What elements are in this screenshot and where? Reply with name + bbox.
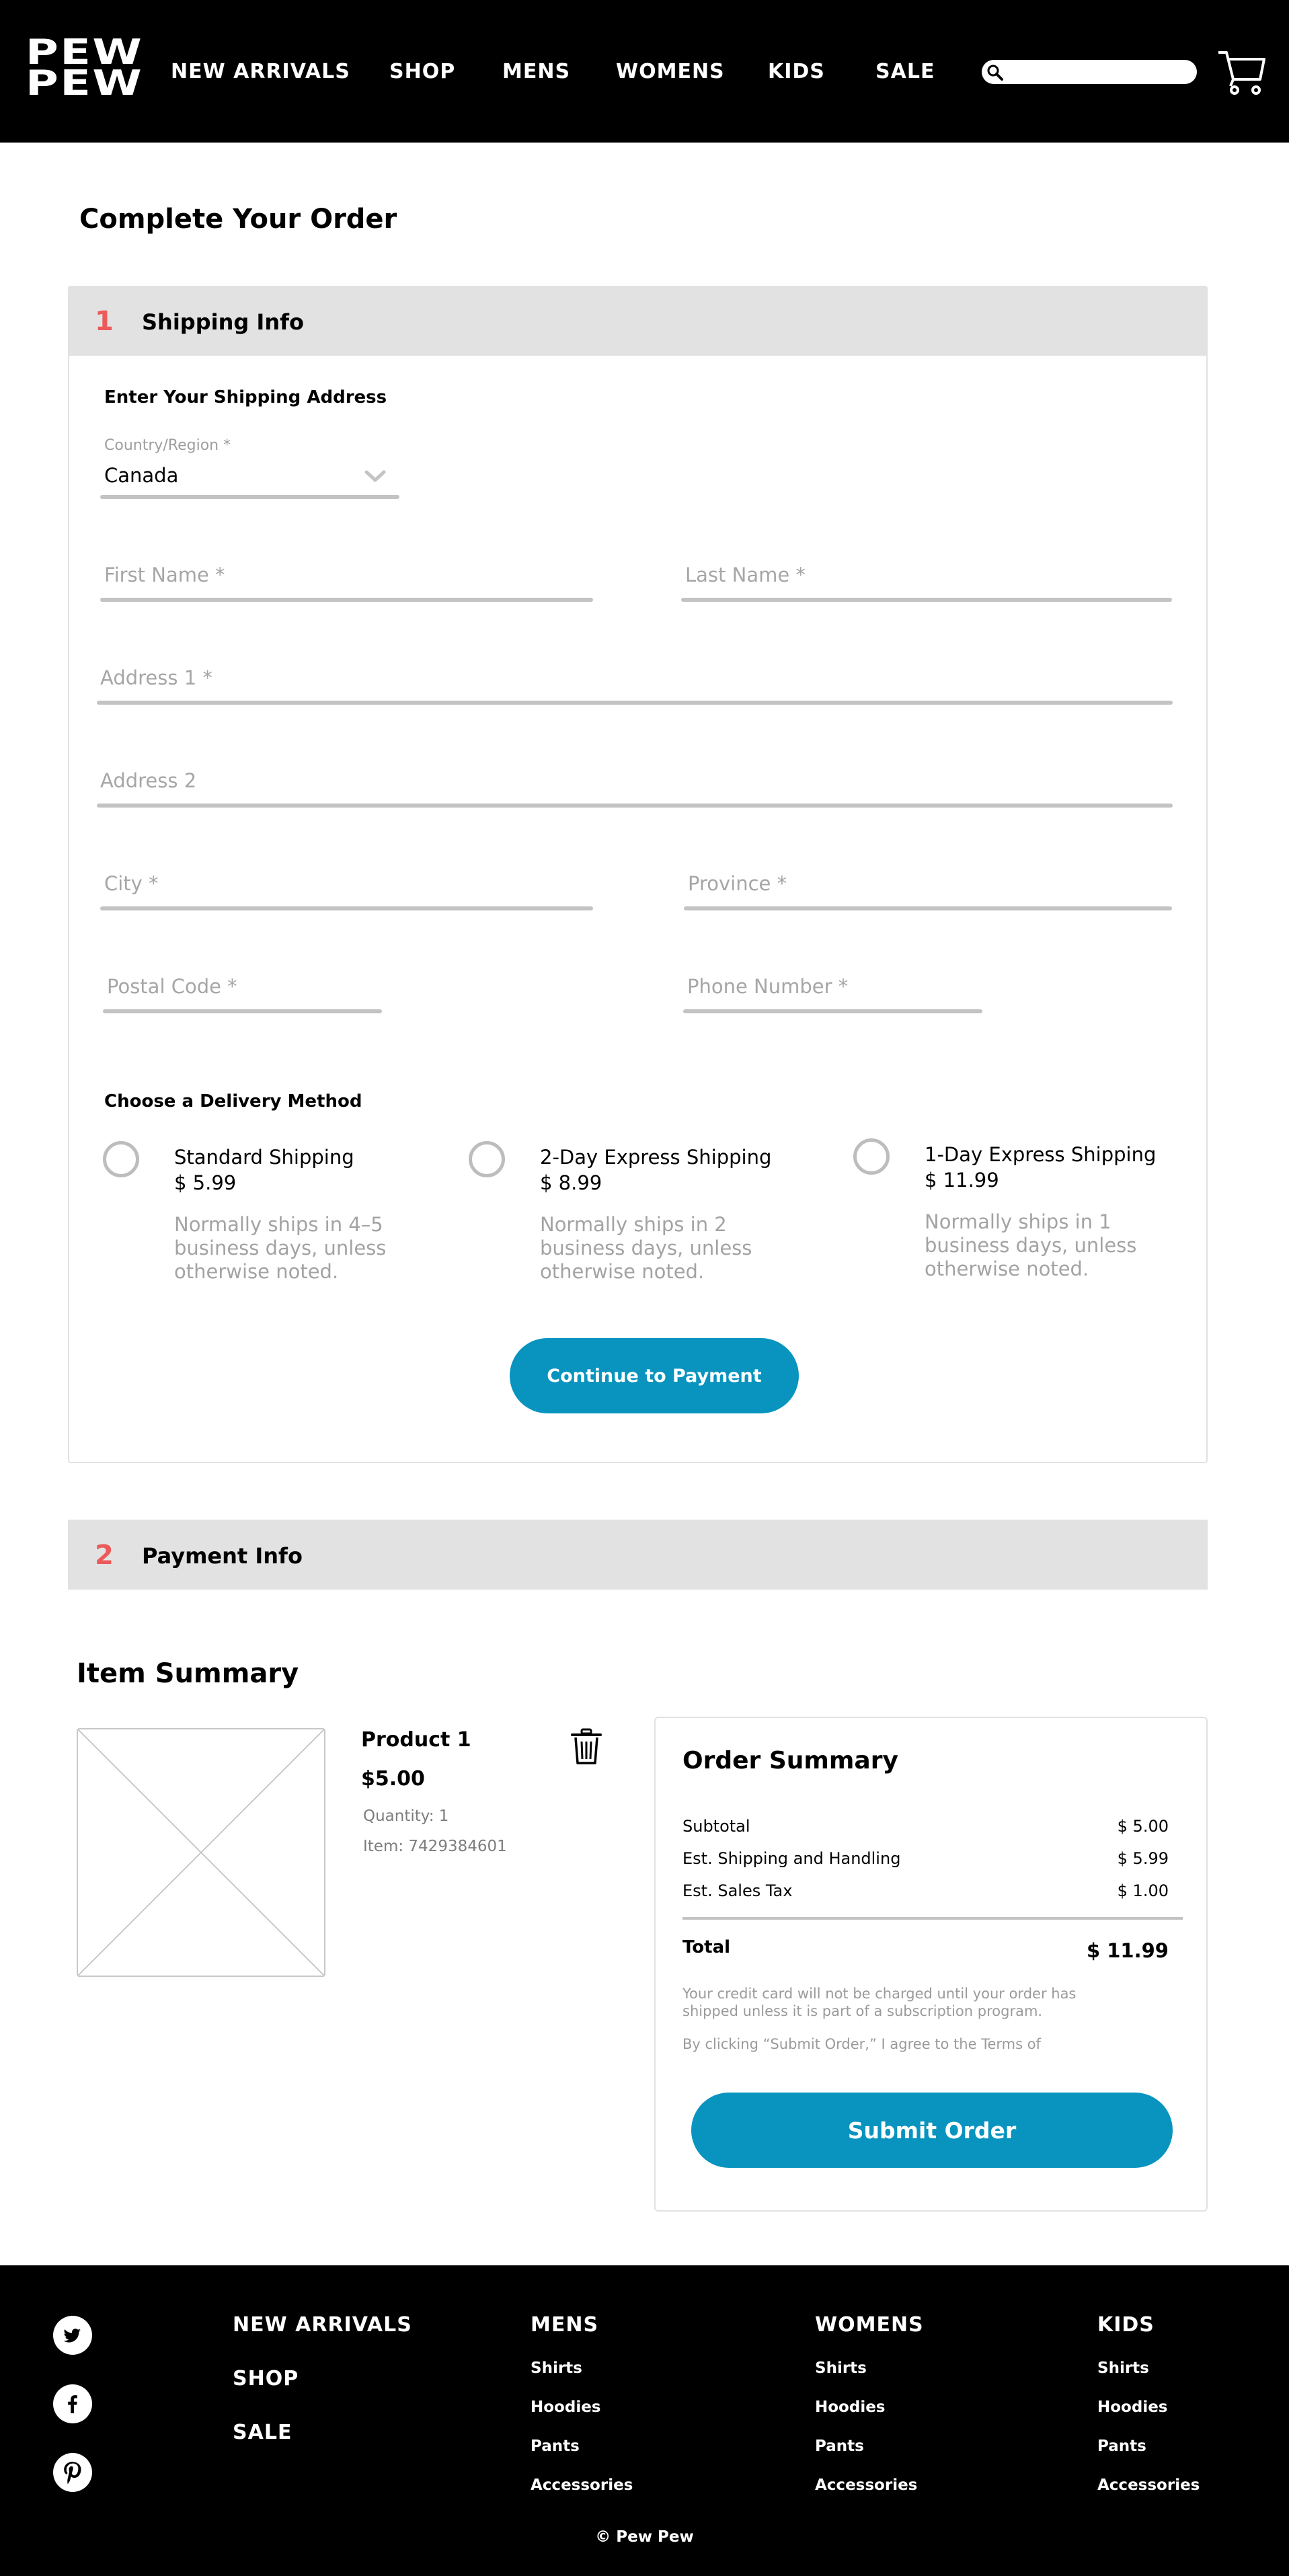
phone-number-field[interactable] xyxy=(687,973,976,1000)
sales-tax-value: $ 1.00 xyxy=(1117,1881,1169,1900)
subtotal-label: Subtotal xyxy=(682,1817,750,1836)
footer-link-womens-hoodies[interactable]: Hoodies xyxy=(815,2398,886,2416)
last-name-field[interactable] xyxy=(685,561,1169,588)
image-placeholder-icon xyxy=(78,1729,324,1976)
logo-line-1: PEW xyxy=(26,32,144,73)
terms-agreement-note: By clicking “Submit Order,” I agree to the Terms of xyxy=(682,2036,1041,2052)
delivery-method-heading: Choose a Delivery Method xyxy=(104,1091,362,1111)
standard-shipping-price: $ 5.99 xyxy=(174,1171,237,1194)
radio-1-day-shipping[interactable] xyxy=(853,1138,890,1175)
payment-info-panel xyxy=(68,1520,1208,1590)
1-day-shipping-description: Normally ships in 1 business days, unless otherwise noted. xyxy=(925,1210,1137,1280)
standard-shipping-name: Standard Shipping xyxy=(174,1146,354,1169)
logo-line-2: PEW xyxy=(26,63,144,104)
city-underline xyxy=(100,906,593,910)
footer-heading-mens[interactable]: MENS xyxy=(531,2313,599,2337)
footer-link-womens-shirts[interactable]: Shirts xyxy=(815,2359,867,2377)
country-underline xyxy=(100,495,399,499)
total-value: $ 11.99 xyxy=(1086,1939,1169,1962)
chevron-down-icon xyxy=(364,469,387,483)
address-2-underline xyxy=(97,804,1173,808)
footer-link-sale[interactable]: SALE xyxy=(233,2421,292,2444)
product-name: Product 1 xyxy=(361,1728,471,1752)
address-1-underline xyxy=(97,701,1173,705)
province-underline xyxy=(684,906,1172,910)
country-value: Canada xyxy=(104,464,179,487)
phone-number-underline xyxy=(683,1009,982,1013)
twitter-link[interactable] xyxy=(53,2316,92,2355)
city-field[interactable] xyxy=(104,870,561,897)
country-label: Country/Region * xyxy=(104,437,231,454)
product-item-number: Item: 7429384601 xyxy=(363,1838,507,1855)
shipping-info-header[interactable] xyxy=(69,287,1206,356)
footer-link-shop[interactable]: SHOP xyxy=(233,2367,299,2390)
shopping-cart-icon xyxy=(1217,48,1267,95)
total-label: Total xyxy=(682,1937,731,1957)
credit-card-note: Your credit card will not be charged until your order has shipped unless it is part of a subscription program. xyxy=(682,1986,1077,2019)
address-2-field[interactable] xyxy=(100,767,1169,794)
postal-code-underline xyxy=(103,1009,382,1013)
shipping-handling-label: Est. Shipping and Handling xyxy=(682,1849,901,1868)
product-image-placeholder xyxy=(77,1728,325,1977)
search-icon xyxy=(986,63,1005,82)
continue-to-payment-button[interactable]: Continue to Payment xyxy=(510,1338,799,1413)
nav-kids[interactable]: KIDS xyxy=(768,60,825,83)
pinterest-icon xyxy=(53,2453,92,2492)
footer-link-womens-pants[interactable]: Pants xyxy=(815,2437,864,2455)
product-price: $5.00 xyxy=(361,1767,425,1791)
copyright-text: © Pew Pew xyxy=(595,2528,694,2546)
nav-shop[interactable]: SHOP xyxy=(389,60,456,83)
payment-info-title: Payment Info xyxy=(142,1543,303,1569)
shipping-info-title: Shipping Info xyxy=(142,309,304,335)
shipping-handling-value: $ 5.99 xyxy=(1117,1849,1169,1868)
1-day-shipping-price: $ 11.99 xyxy=(925,1169,999,1192)
search-input[interactable] xyxy=(1009,63,1190,81)
nav-mens[interactable]: MENS xyxy=(502,60,571,83)
footer-link-kids-shirts[interactable]: Shirts xyxy=(1097,2359,1149,2377)
page-title: Complete Your Order xyxy=(79,204,397,235)
footer-heading-womens[interactable]: WOMENS xyxy=(815,2313,924,2337)
step-number: 2 xyxy=(95,1540,114,1571)
product-quantity: Quantity: 1 xyxy=(363,1807,449,1825)
payment-info-header[interactable] xyxy=(68,1520,1208,1590)
summary-divider xyxy=(682,1917,1183,1920)
facebook-icon xyxy=(53,2384,92,2423)
step-number: 1 xyxy=(95,306,114,337)
address-1-field[interactable] xyxy=(100,664,1169,691)
last-name-underline xyxy=(681,598,1172,602)
cart-button[interactable] xyxy=(1217,48,1267,98)
standard-shipping-description: Normally ships in 4–5 business days, unless otherwise noted. xyxy=(174,1213,387,1283)
footer-link-kids-pants[interactable]: Pants xyxy=(1097,2437,1146,2455)
first-name-field[interactable] xyxy=(104,561,561,588)
sales-tax-label: Est. Sales Tax xyxy=(682,1881,793,1900)
footer-link-womens-accessories[interactable]: Accessories xyxy=(815,2476,918,2494)
pinterest-link[interactable] xyxy=(53,2453,92,2492)
2-day-shipping-description: Normally ships in 2 business days, unless otherwise noted. xyxy=(540,1213,752,1283)
footer-link-mens-shirts[interactable]: Shirts xyxy=(531,2359,582,2377)
shipping-address-heading: Enter Your Shipping Address xyxy=(104,387,387,407)
first-name-underline xyxy=(100,598,593,602)
site-header xyxy=(0,0,1289,143)
footer-link-mens-hoodies[interactable]: Hoodies xyxy=(531,2398,601,2416)
subtotal-value: $ 5.00 xyxy=(1117,1817,1169,1836)
shipping-info-panel xyxy=(68,286,1208,1463)
nav-sale[interactable]: SALE xyxy=(875,60,935,83)
footer-link-kids-accessories[interactable]: Accessories xyxy=(1097,2476,1200,2494)
province-field[interactable] xyxy=(688,870,1169,897)
twitter-icon xyxy=(53,2316,92,2355)
radio-2-day-shipping[interactable] xyxy=(469,1141,505,1177)
remove-item-button[interactable] xyxy=(570,1728,602,1768)
footer-link-new-arrivals[interactable]: NEW ARRIVALS xyxy=(233,2313,412,2337)
footer-link-mens-accessories[interactable]: Accessories xyxy=(531,2476,633,2494)
search-bar xyxy=(982,60,1197,84)
postal-code-field[interactable] xyxy=(107,973,376,1000)
submit-order-button[interactable]: Submit Order xyxy=(691,2093,1173,2168)
pew-pew-logo[interactable] xyxy=(26,32,144,105)
2-day-shipping-price: $ 8.99 xyxy=(540,1171,602,1194)
trash-icon xyxy=(570,1728,602,1766)
footer-link-kids-hoodies[interactable]: Hoodies xyxy=(1097,2398,1168,2416)
footer-link-mens-pants[interactable]: Pants xyxy=(531,2437,580,2455)
nav-womens[interactable]: WOMENS xyxy=(616,60,725,83)
item-summary-title: Item Summary xyxy=(77,1658,299,1689)
1-day-shipping-name: 1-Day Express Shipping xyxy=(925,1143,1157,1166)
facebook-link[interactable] xyxy=(53,2384,92,2423)
order-summary-title: Order Summary xyxy=(682,1747,898,1774)
footer-heading-kids[interactable]: KIDS xyxy=(1097,2313,1155,2337)
2-day-shipping-name: 2-Day Express Shipping xyxy=(540,1146,772,1169)
order-summary-box xyxy=(654,1717,1208,2212)
nav-new-arrivals[interactable]: NEW ARRIVALS xyxy=(171,60,350,83)
radio-standard-shipping[interactable] xyxy=(103,1141,139,1177)
